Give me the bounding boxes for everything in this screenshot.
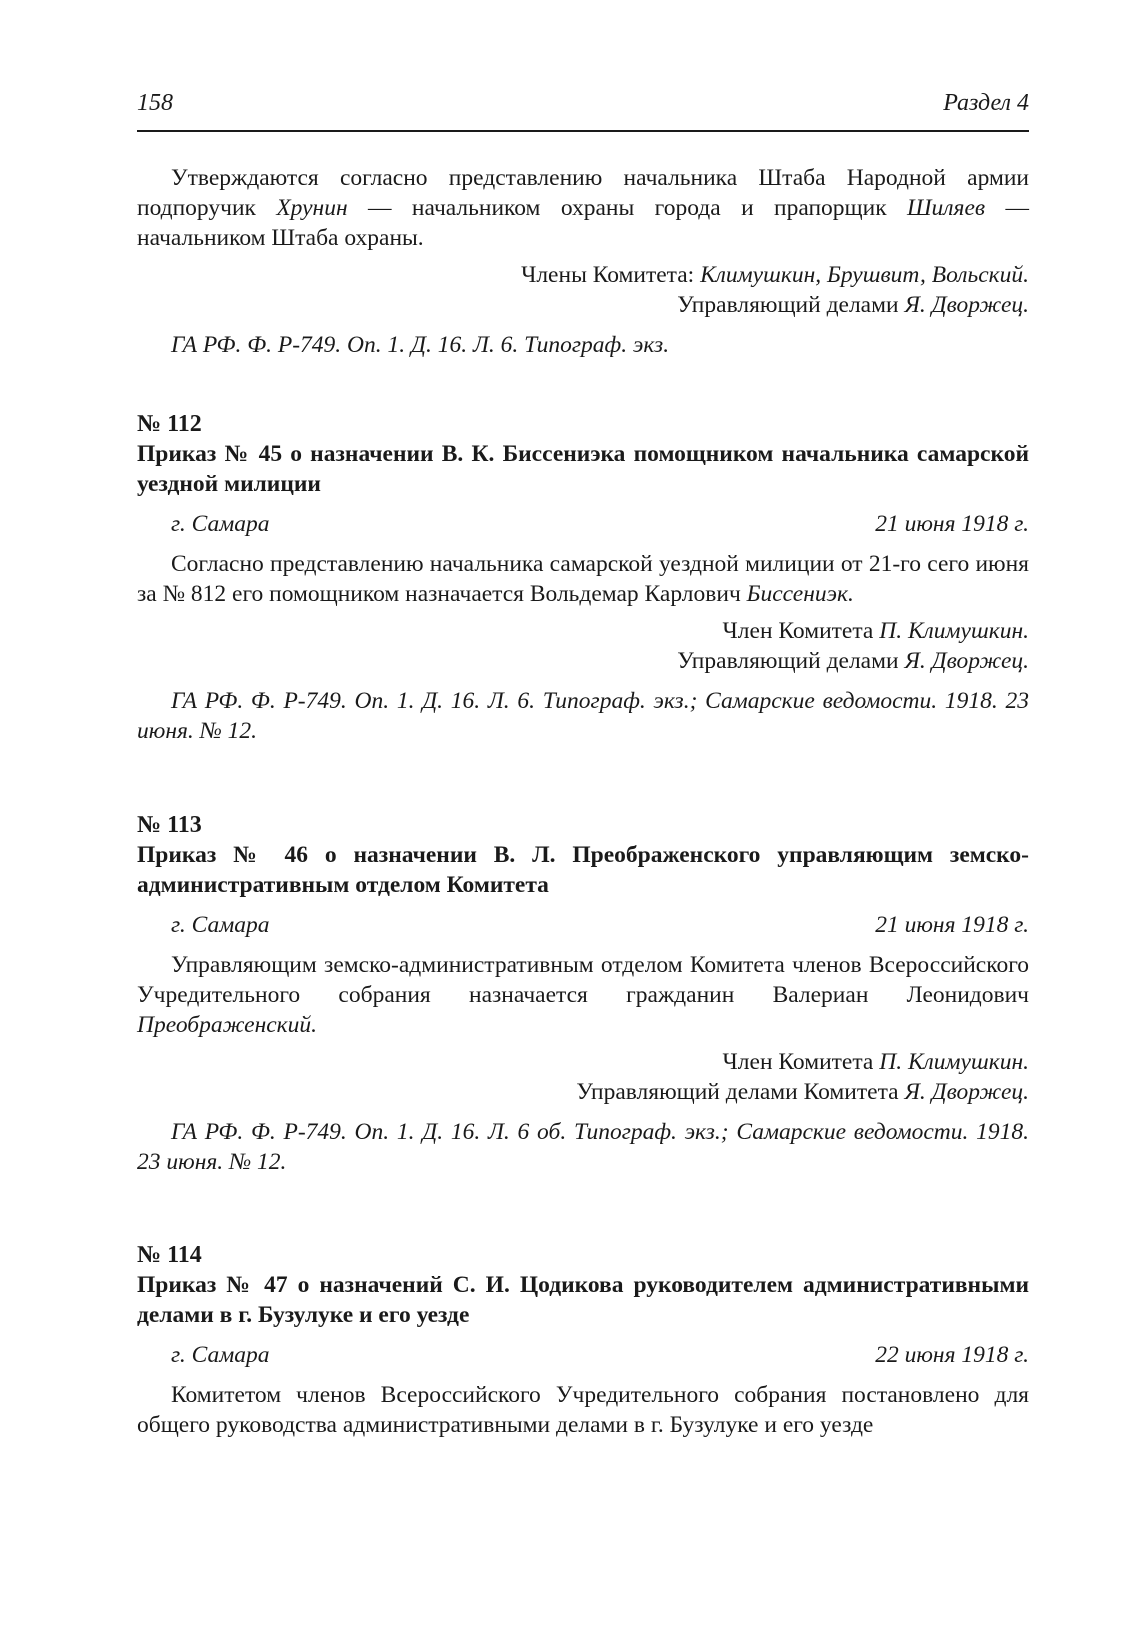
top-continuation <box>137 163 1029 360</box>
signature-manager <box>137 1077 1029 1107</box>
header-rule <box>137 130 1029 132</box>
text: Утверждаются согласно представлению начальника Штаба Народной армии подпоручик <box>137 165 1029 221</box>
section-title: Раздел 4 <box>943 90 1029 116</box>
signature-members <box>137 260 1029 290</box>
sig-label: Управляющий делами <box>677 648 905 674</box>
name: Биссениэк. <box>746 581 854 607</box>
document-number: № 114 <box>137 1242 202 1268</box>
sig-names: Климушкин, Брушвит, Вольский. <box>700 262 1029 288</box>
archive-source: ГА РФ. Ф. Р-749. Оп. 1. Д. 16. Л. 6 об. Типограф. экз.; Самарские ведомости. 1918. 23 июня. № 12. <box>137 1119 1029 1175</box>
sig-name: П. Климушкин. <box>879 1049 1029 1075</box>
name: Хрунин <box>276 195 348 221</box>
document-title: Приказ № 45 о назначении В. К. Биссениэка помощником начальника самарской уездной милиции <box>137 441 1029 497</box>
date: 21 июня 1918 г. <box>875 511 1029 537</box>
place-date-line <box>137 910 1029 940</box>
document-paragraph <box>137 549 1029 609</box>
document-number: № 112 <box>137 411 202 437</box>
text: — начальником Штаба охраны. <box>137 195 1029 251</box>
sig-label: Управляющий делами Комитета <box>576 1079 905 1105</box>
signature-manager <box>137 290 1029 320</box>
sig-name: Я. Дворжец. <box>904 1079 1029 1105</box>
sig-name: П. Климушкин. <box>879 618 1029 644</box>
sig-name: Я. Дворжец. <box>904 292 1029 318</box>
top-paragraph <box>137 163 1029 253</box>
sig-name: Я. Дворжец. <box>904 648 1029 674</box>
place: г. Самара <box>171 511 270 537</box>
signature-manager <box>137 646 1029 676</box>
archive-source: ГА РФ. Ф. Р-749. Оп. 1. Д. 16. Л. 6. Типограф. экз. <box>171 332 670 358</box>
sig-label: Управляющий делами <box>677 292 905 318</box>
sig-label: Член Комитета <box>722 618 880 644</box>
place: г. Самара <box>171 912 270 938</box>
document-number: № 113 <box>137 812 202 838</box>
signature-member <box>137 1047 1029 1077</box>
name: Шиляев <box>907 195 986 221</box>
document-113 <box>137 810 1029 1177</box>
text: Управляющим земско-административным отделом Комитета членов Всероссийского Учредительного собрания назначается гражданин Валериан Леонидович <box>137 952 1029 1008</box>
document-paragraph: Комитетом членов Всероссийского Учредительного собрания постановлено для общего руководства административными делами в г. Бузулуке и его уезде <box>137 1382 1029 1438</box>
running-header <box>137 86 1029 120</box>
document-112 <box>137 409 1029 746</box>
date: 21 июня 1918 г. <box>875 912 1029 938</box>
document-title: Приказ № 47 о назначений С. И. Цодикова руководителем административными делами в г. Бузулуке и его уезде <box>137 1272 1029 1328</box>
document-title: Приказ № 46 о назначении В. Л. Преображенского управляющим земско-административным отделом Комитета <box>137 842 1029 898</box>
place-date-line <box>137 509 1029 539</box>
text: Согласно представлению начальника самарской уездной милиции от 21-го сего июня за № 812 его помощником назначается Вольдемар Карлович <box>137 551 1029 607</box>
date: 22 июня 1918 г. <box>875 1342 1029 1368</box>
page-number: 158 <box>137 90 173 116</box>
signature-member <box>137 616 1029 646</box>
archive-source: ГА РФ. Ф. Р-749. Оп. 1. Д. 16. Л. 6. Типограф. экз.; Самарские ведомости. 1918. 23 июня. № 12. <box>137 688 1029 744</box>
document-paragraph <box>137 950 1029 1040</box>
sig-label: Член Комитета <box>722 1049 880 1075</box>
sig-label: Члены Комитета: <box>521 262 701 288</box>
text: — начальником охраны города и прапорщик <box>347 195 908 221</box>
place-date-line <box>137 1340 1029 1370</box>
document-114 <box>137 1240 1029 1440</box>
name: Преображенский. <box>137 1012 318 1038</box>
place: г. Самара <box>171 1342 270 1368</box>
